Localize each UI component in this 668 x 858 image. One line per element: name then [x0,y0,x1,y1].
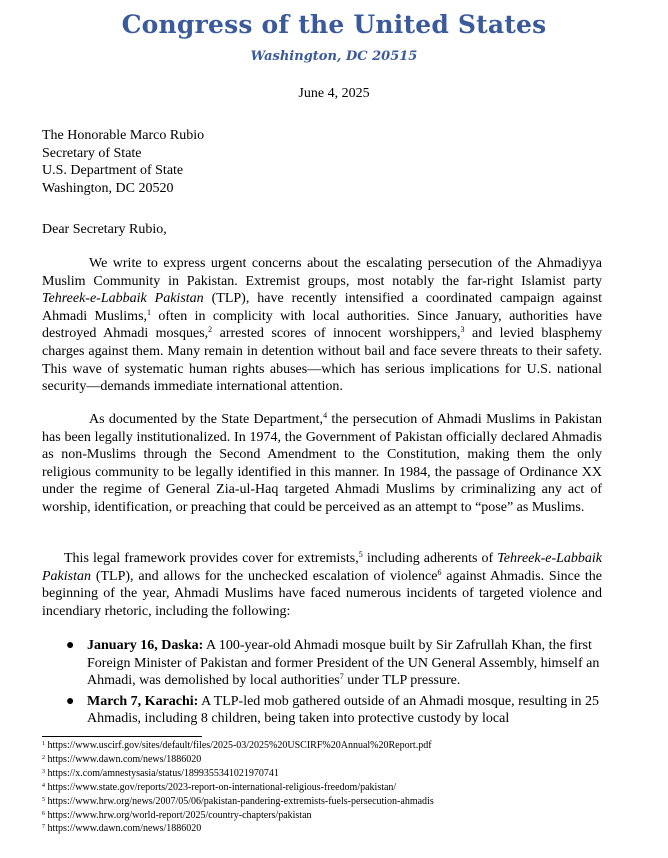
recipient-line: The Honorable Marco Rubio [42,128,205,143]
text-run: and levied blasphemy charges against them. Many remain in detention without bail and face severe threats to their safety. This wave of systematic human rights abuses—which has serious implications for U.S. national security—demands immediate international attention. [42,326,602,395]
footnote-ref: 1 [147,307,152,317]
letter-date: June 4, 2025 [298,86,370,101]
letterhead-subtitle: Washington, DC 20515 [250,49,418,64]
footnote-link[interactable]: https://www.uscirf.gov/sites/default/files/2025-03/2025%20USCIRF%20Annual%20Report.pdf [45,740,432,751]
paragraph-1 [42,255,602,396]
footnote [42,809,434,823]
footnote-link[interactable]: https://www.dawn.com/news/1886020 [45,753,202,765]
footnote [42,753,434,767]
footnote-number: 4 [42,782,45,789]
footnote-ref: 7 [339,672,344,682]
recipient-line: U.S. Department of State [42,163,184,179]
footnote [42,822,434,836]
footnote-ref: 4 [323,411,328,420]
footnote-ref: 2 [208,325,213,335]
footnote [42,781,434,795]
list-item [42,637,602,690]
footnote-ref: 5 [358,550,363,559]
incident-heading: January 16, Daska: [87,638,204,653]
party-name: Tehreek-e-Labbaik Pakistan [42,291,204,307]
footnote [42,795,434,809]
footnote-link[interactable]: https://www.dawn.com/news/1886020 [45,823,202,835]
footnote-ref: 6 [437,567,442,577]
footnote [42,767,434,781]
footnote-number: 1 [42,741,45,747]
footnote-number: 5 [42,796,45,803]
text-run: arrested scores of innocent worshippers, [212,326,461,342]
text-run: against Ahmadis. Since the beginning of the year, Ahmadi Muslims have faced numerous incidents of targeted violence and incendiary rhetoric, including the following: [42,568,602,619]
paragraph-3 [42,550,602,620]
footnote-link[interactable]: https://www.state.gov/reports/2023-report-on-international-religious-freedom/pakistan/ [45,781,397,793]
recipient-line: Washington, DC 20520 [42,180,174,196]
text-run: As documented by the State Department, [89,412,324,427]
incident-heading: March 7, Karachi: [87,693,199,709]
text-run: A TLP-led mob gathered outside of an Ahmadi mosque, resulting in 25 Ahmadis, including 8 children, being taken into protective custody by local [87,693,599,727]
footnote-link[interactable]: https://x.com/amnestysasia/status/1899355341021970741 [45,767,279,779]
bullet-icon: ● [66,693,75,709]
footnote-link[interactable]: https://www.hrw.org/news/2007/05/06/pakistan-pandering-extremists-fuels-persecution-ahmadis [45,795,434,807]
text-run: (TLP), have recently intensified a coordinated campaign against Ahmadi Muslims, [42,291,602,324]
party-name: Tehreek-e-Labbaik Pakistan [42,551,603,584]
footnote-number: 2 [42,754,45,761]
recipient-line: Secretary of State [42,145,142,161]
salutation: Dear Secretary Rubio, [42,222,167,237]
letterhead-title: Congress of the United States [121,10,547,39]
footnote-number: 7 [42,824,45,831]
footnote-ref: 3 [460,325,465,335]
text-run: (TLP), and allows for the unchecked escalation of violence [91,568,438,584]
text-run: including adherents of [362,551,498,566]
recipient-address [42,127,204,197]
incident-list [42,637,602,731]
text-run: A 100-year-old Ahmadi mosque built by Sir Zafrullah Khan, the first Foreign Minister of Pakistan and former President of the UN General Assembly, himself an Ahmadi, was demolished by local authorities [87,638,600,689]
footnote-number: 3 [42,768,45,775]
footnotes [42,739,434,836]
text-run: under TLP pressure. [343,673,461,689]
text-run: often in complicity with local authorities. Since January, authorities have destroyed Ahmadi mosques, [42,308,603,342]
footnote [42,739,434,753]
text-run: We write to express urgent concerns about the escalating persecution of the Ahmadiyya Muslim Community in Pakistan. Extremist groups, most notably the far-right Islamist party [42,256,602,289]
footnote-number: 6 [42,810,45,817]
footnote-divider [42,736,202,737]
text-run: This legal framework provides cover for extremists, [64,551,359,566]
footnote-link[interactable]: https://www.hrw.org/world-report/2025/country-chapters/pakistan [45,809,312,821]
list-item [42,693,602,728]
paragraph-2 [42,411,602,517]
text-run: the persecution of Ahmadi Muslims in Pakistan has been legally institutionalized. In 1974, the Government of Pakistan officially declared Ahmadis as non-Muslims through the Second Amendment to the Constitution, making them the only religious community to be legally identified in this manner. In 1984, the passage of Ordinance XX under the regime of General Zia-ul-Haq targeted Ahmadi Muslims by criminalizing any act of worship, identification, or preaching that could be perceived as an attempt to “pose” as Muslims. [42,412,602,515]
bullet-icon: ● [66,638,75,653]
